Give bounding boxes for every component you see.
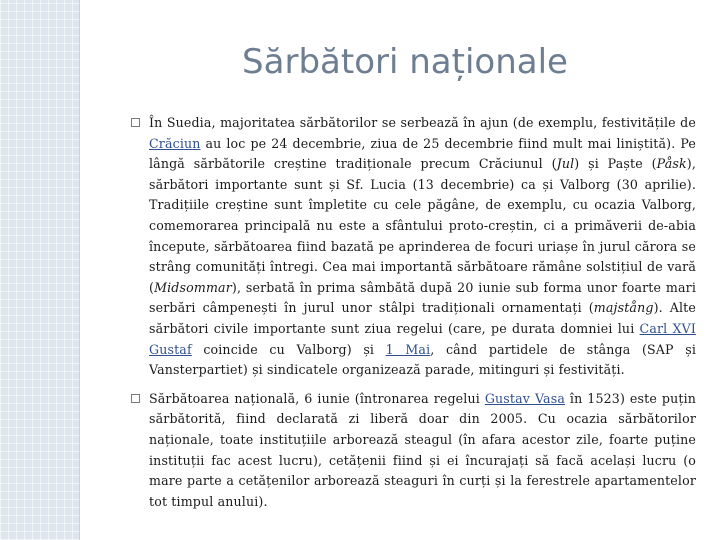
text-segment: În Suedia, majoritatea sărbătorilor se serbează în ajun (de exemplu, festivitățile de — [149, 115, 696, 130]
bullet-text — [149, 391, 696, 509]
text-segment: ), serbată în prima sâmbătă după 20 iunie sub forma unor foarte mari serbări câmpenești în jurul unor stâlpi tradiționali ornamentați ( — [149, 279, 696, 316]
text-segment: , când partidele de stânga (SAP și Vansterpartiet) și sindicatele organizează parade, mitinguri și festivități. — [149, 341, 697, 378]
text-segment: Sărbătoarea națională, 6 iunie (întronarea regelui — [149, 390, 485, 406]
link-1-mai[interactable]: 1 Mai — [385, 341, 431, 357]
bullet-text — [149, 115, 696, 377]
text-segment: coincide cu Valborg) și — [191, 341, 386, 357]
slide-title: Sărbători naționale — [242, 42, 568, 82]
bullet-item — [131, 113, 696, 381]
link-gustav-vasa[interactable]: Gustav Vasa — [484, 390, 565, 406]
italic-term-midsommar: Midsommar — [154, 279, 232, 295]
italic-term-pask: Påsk — [656, 156, 687, 172]
link-craciun[interactable]: Crăciun — [149, 135, 201, 151]
text-segment: în 1523) este puțin sărbătorită, fiind declarată zi liberă doar din 2005. Cu ocazia sărbătorilor naționale, toate instituțiile arborează steagul (în afara acestor zile, foarte puține instituții fac acest lucru), cetățenii fiind și ei încurajați să facă același lucru (o mare parte a cetățenilor arborează steaguri în curți și la ferestrele apartamentelor tot timpul anului). — [149, 390, 697, 509]
text-segment: ). Alte sărbători civile importante sunt ziua regelui (care, pe durata domniei lui — [149, 300, 696, 336]
text-segment: ), sărbători importante sunt și Sf. Lucia (13 decembrie) ca și Valborg (30 aprilie). Tradițiile creștine sunt împletite cu cele păgâne, de exemplu, cu ocazia Valborg, comemorarea principală nu este a sfântului proto-creștin, ci a primăverii de-abia începute, sărbătoarea fiind bazată pe aprinderea de focuri uriașe în jurul cărora se strâng comunități întregi. Cea mai importantă sărbătoare rămâne solstițiul de vară ( — [149, 156, 696, 295]
text-segment: ) și Paște ( — [574, 156, 657, 172]
bullet-list — [131, 113, 696, 520]
bullet-square-icon — [131, 118, 140, 127]
text-segment: au loc pe 24 decembrie, ziua de 25 decembrie fiind mult mai liniștită). Pe lângă sărbătorile creștine tradiționale precum Crăciunul ( — [149, 135, 696, 172]
italic-term-jul: Jul — [556, 156, 575, 172]
decorative-side-band — [0, 0, 80, 540]
link-carl-xvi-gustaf[interactable]: Carl XVI Gustaf — [149, 320, 696, 357]
bullet-item — [131, 389, 696, 513]
italic-term-majstang: majstång — [593, 300, 654, 316]
bullet-square-icon — [131, 394, 140, 403]
